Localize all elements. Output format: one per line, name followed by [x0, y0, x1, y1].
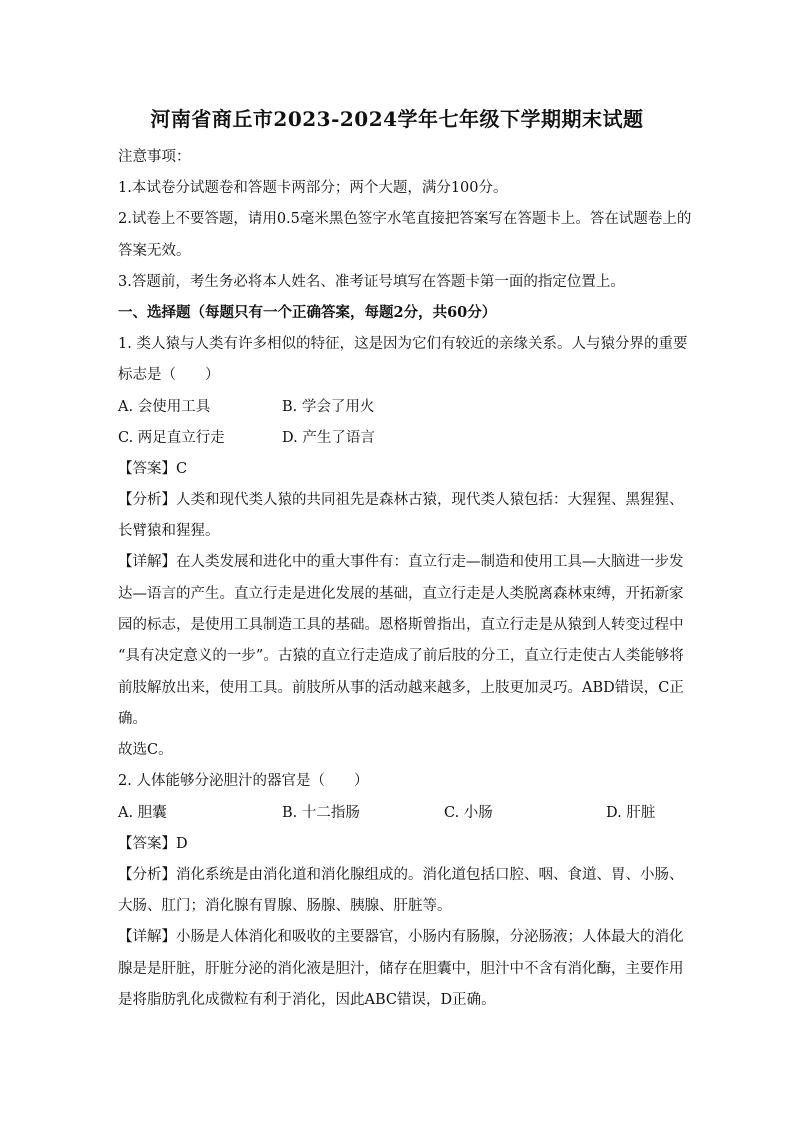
- question-stem: 1. 类人猿与人类有许多相似的特征，这是因为它们有较近的亲缘关系。人与猿分界的重要: [118, 336, 688, 352]
- exam-title: 河南省商丘市2023-2024学年七年级下学期期末试题: [150, 107, 644, 131]
- option-d: D. 肝脏: [606, 805, 656, 821]
- notice-item: 1.本试卷分试题卷和答题卡两部分；两个大题，满分100分。: [118, 180, 508, 196]
- detail: “具有决定意义的一步”。古猿的直立行走造成了前后肢的分工，直立行走使古人类能够将: [118, 648, 684, 664]
- option-b: B. 学会了用火: [282, 399, 375, 415]
- detail: 【详解】在人类发展和进化中的重大事件有：直立行走—制造和使用工具—大脑进一步发: [118, 554, 684, 570]
- detail: 达—语言的产生。直立行走是进化发展的基础，直立行走是人类脱离森林束缚，开拓新家: [118, 586, 684, 602]
- answer: 【答案】C: [118, 461, 188, 477]
- question-stem: 2. 人体能够分泌胆汁的器官是（ ）: [118, 773, 369, 789]
- option-a: A. 会使用工具: [118, 399, 211, 415]
- detail: 是将脂肪乳化成微粒有利于消化，因此ABC错误，D正确。: [118, 992, 496, 1008]
- answer: 【答案】D: [118, 836, 188, 852]
- notice-item: 答案无效。: [118, 243, 191, 259]
- detail: 【详解】小肠是人体消化和吸收的主要器官，小肠内有肠腺，分泌肠液；人体最大的消化: [118, 929, 684, 945]
- notice-item: 3.答题前，考生务必将本人姓名、准考证号填写在答题卡第一面的指定位置上。: [118, 274, 625, 290]
- option-c: C. 两足直立行走: [118, 430, 225, 446]
- question-stem: 标志是（ ）: [118, 367, 220, 383]
- section-heading: 一、选择题（每题只有一个正确答案，每题2分，共60分）: [118, 304, 497, 321]
- detail: 确。: [118, 711, 147, 727]
- notice-heading: 注意事项：: [118, 149, 191, 165]
- detail: 前肢解放出来，使用工具。前肢所从事的活动越来越多，上肢更加灵巧。ABD错误，C正: [118, 680, 684, 696]
- option-a: A. 胆囊: [118, 805, 167, 821]
- option-d: D. 产生了语言: [282, 430, 375, 446]
- analysis: 【分析】消化系统是由消化道和消化腺组成的。消化道包括口腔、咽、食道、胃、小肠、: [118, 867, 684, 883]
- option-c: C. 小肠: [444, 805, 493, 821]
- analysis: 【分析】人类和现代类人猿的共同祖先是森林古猿，现代类人猿包括：大猩猩、黑猩猩、: [118, 492, 684, 508]
- detail: 园的标志，是使用工具制造工具的基础。恩格斯曾指出，直立行走是从猿到人转变过程中: [118, 617, 684, 633]
- option-b: B. 十二指肠: [282, 805, 360, 821]
- analysis: 长臂猿和猩猩。: [118, 523, 220, 539]
- detail: 腺是是肝脏，肝脏分泌的消化液是胆汁，储存在胆囊中，胆汁中不含有消化酶，主要作用: [118, 961, 684, 977]
- analysis: 大肠、肛门；消化腺有胃腺、肠腺、胰腺、肝脏等。: [118, 898, 452, 914]
- conclusion: 故选C。: [118, 742, 173, 758]
- notice-item: 2.试卷上不要答题，请用0.5毫米黑色签字水笔直接把答案写在答题卡上。答在试题卷上的: [118, 211, 692, 227]
